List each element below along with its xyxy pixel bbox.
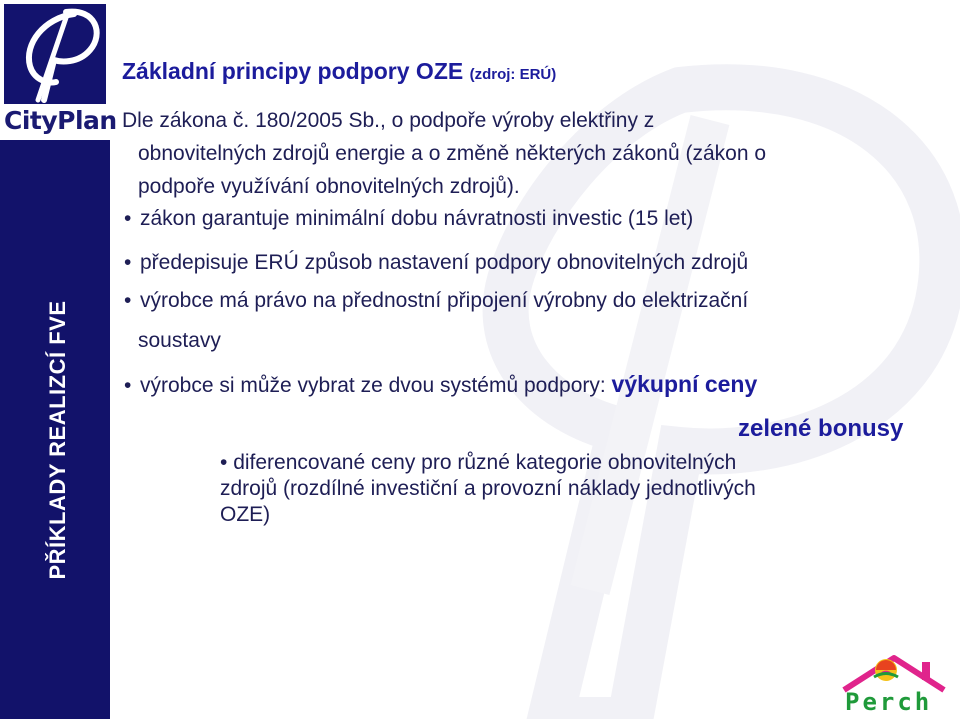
- sidebar: [0, 0, 117, 719]
- slide-title-source: (zdroj: ERÚ): [469, 66, 557, 83]
- bullet-text: předepisuje ERÚ způsob nastavení podpory obnovitelných zdrojů: [140, 251, 749, 274]
- intro-line: podpoře využívání obnovitelných zdrojů).: [138, 175, 520, 198]
- bullet-text: zákon garantuje minimální dobu návratnosti investic (15 let): [140, 207, 694, 230]
- slide-title: [122, 58, 556, 85]
- bullet-continuation: soustavy: [138, 329, 221, 352]
- bullet-text: výrobce má právo na přednostní připojení výrobny do elektrizační: [140, 289, 749, 312]
- bullet-glyph: •: [124, 374, 132, 397]
- support-option-green-bonus: zelené bonusy: [738, 415, 904, 442]
- list-item: [124, 207, 693, 231]
- bullet-glyph: •: [220, 451, 228, 474]
- sub-bullet: [220, 450, 920, 528]
- perch-logo-text: Perch: [845, 688, 933, 716]
- bullet-text: výrobce si může vybrat ze dvou systémů podpory:: [140, 374, 606, 397]
- slide-title-text: Základní principy podpory OZE: [122, 58, 464, 84]
- support-option-feed-in: výkupní ceny: [611, 371, 758, 397]
- sub-bullet-line: • diferencované ceny pro různé kategorie obnovitelných: [220, 451, 737, 474]
- cityplan-logo-text: CityPlan: [4, 106, 117, 135]
- sub-bullet-line: OZE): [220, 503, 271, 526]
- sub-bullet-line: zdrojů (rozdílné investiční a provozní náklady jednotlivých: [220, 477, 756, 500]
- cityplan-logo: [0, 0, 117, 140]
- intro-paragraph: [122, 104, 942, 203]
- list-item: [124, 251, 748, 275]
- intro-line: Dle zákona č. 180/2005 Sb., o podpoře výroby elektřiny z: [122, 109, 655, 132]
- cityplan-mark-icon: [4, 4, 106, 104]
- bullet-glyph: •: [124, 289, 132, 312]
- list-item: [124, 289, 748, 313]
- intro-line: obnovitelných zdrojů energie a o změně některých zákonů (zákon o: [138, 142, 767, 165]
- bullet-glyph: •: [124, 251, 132, 274]
- bullet-glyph: •: [124, 207, 132, 230]
- sidebar-title: PŘÍKLADY REALIZCÍ FVE: [45, 300, 70, 580]
- list-item: [124, 371, 757, 398]
